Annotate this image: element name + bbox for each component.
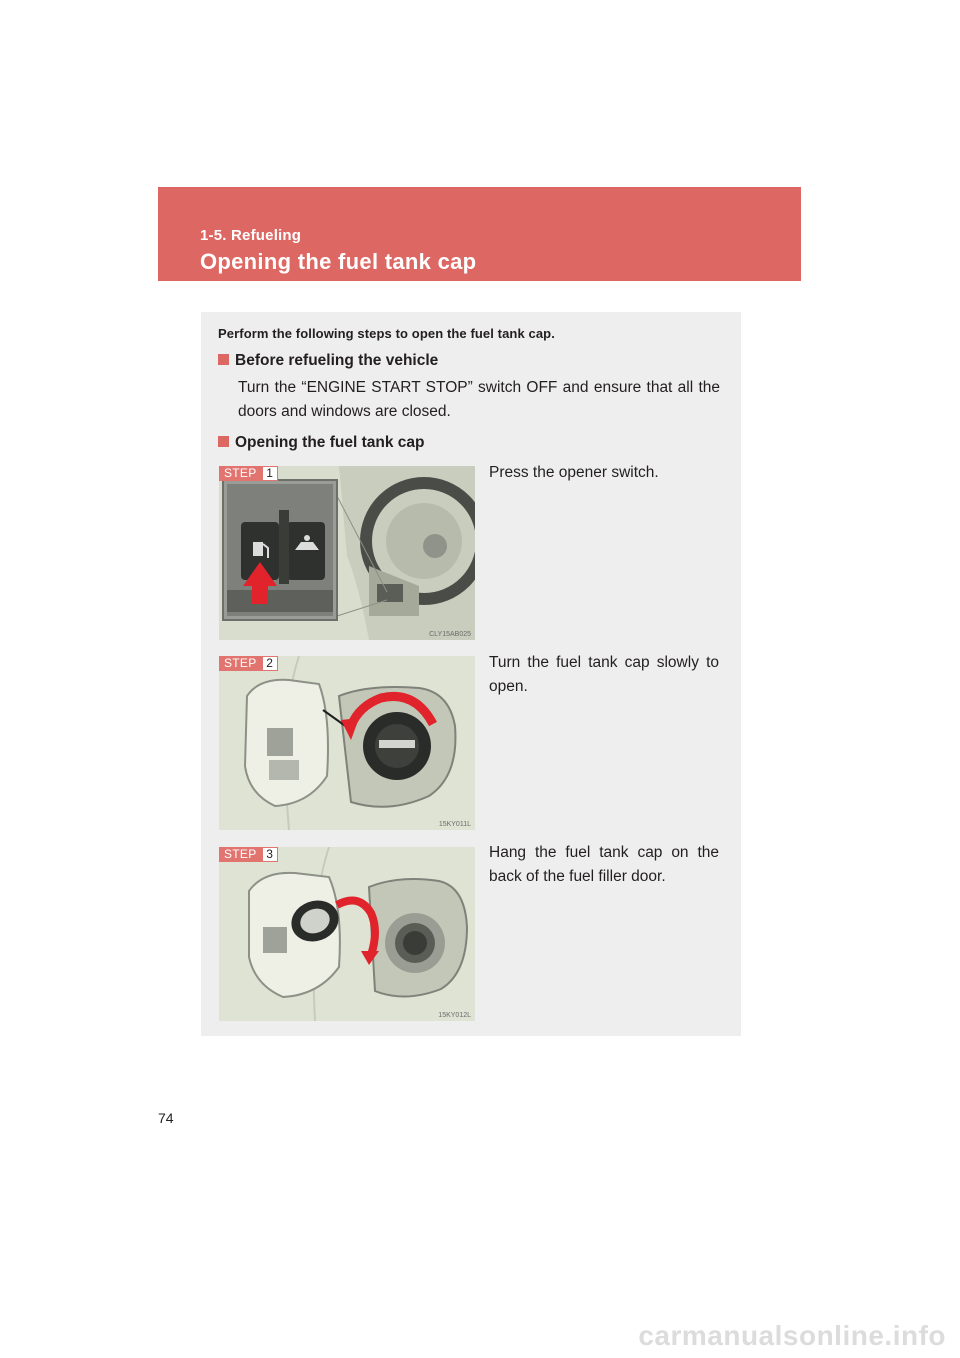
step-2-text: Turn the fuel tank cap slowly to open. — [489, 654, 719, 695]
opener-switch-illustration — [219, 466, 475, 640]
image-code: 15KY011L — [438, 821, 471, 828]
watermark[interactable]: carmanualsonline.info — [638, 1320, 946, 1351]
step-1-illustration — [219, 466, 475, 640]
page-number: 74 — [158, 1110, 174, 1126]
image-code: CLY15AB025 — [429, 631, 471, 638]
square-bullet-icon — [218, 436, 229, 447]
subheading-opening-cap: Opening the fuel tank cap — [218, 434, 424, 452]
step-badge: STEP 2 — [219, 656, 278, 671]
step-3-illustration — [219, 847, 475, 1021]
step-2-illustration — [219, 656, 475, 830]
page-title: Opening the fuel tank cap — [200, 249, 477, 274]
fuel-cap-hanging-illustration — [219, 847, 475, 1021]
subheading-before-refueling: Before refueling the vehicle — [218, 352, 438, 370]
intro-text: Perform the following steps to open the fuel tank cap. — [218, 326, 555, 341]
before-refueling-text: Turn the “ENGINE START STOP” switch OFF and ensure that all the doors and windows are closed. — [238, 379, 720, 420]
chapter-header — [158, 187, 801, 281]
step-badge: STEP 3 — [219, 847, 278, 862]
image-code: 15KY012L — [438, 1012, 471, 1019]
step-1-text: Press the opener switch. — [489, 464, 659, 481]
fuel-cap-turning-illustration — [219, 656, 475, 830]
section-label: 1-5. Refueling — [200, 227, 302, 244]
content-panel — [201, 312, 741, 1036]
step-3-text: Hang the fuel tank cap on the back of the fuel filler door. — [489, 844, 719, 885]
step-badge: STEP 1 — [219, 466, 278, 481]
square-bullet-icon — [218, 354, 229, 365]
